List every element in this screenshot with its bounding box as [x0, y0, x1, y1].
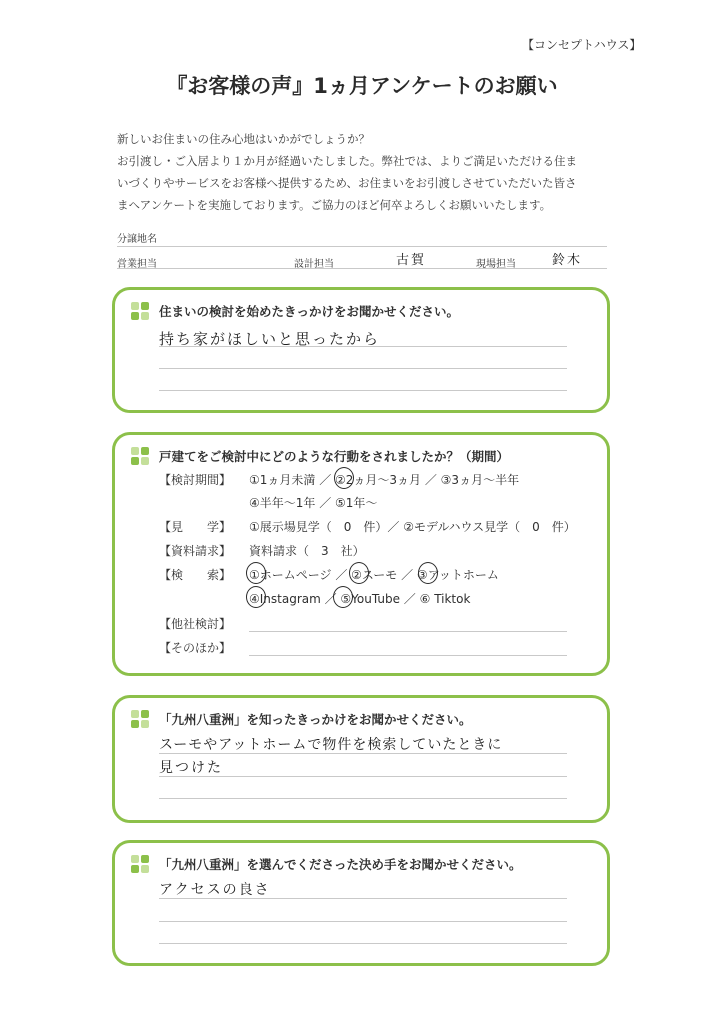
design-value[interactable]: 古賀: [396, 253, 427, 268]
question-3-answer-line-1[interactable]: スーモやアットホームで物件を検索していたときに: [159, 737, 503, 753]
intro-line-4: まへアンケートを実施しております。ご協力のほど何卒よろしくお願いいたします。: [117, 198, 552, 212]
question-card-2: [112, 432, 610, 676]
search-label: 【検 索】: [159, 568, 232, 582]
question-3-answer-line-2[interactable]: 見つけた: [159, 760, 223, 776]
design-label: 設計担当: [294, 259, 334, 270]
card-bullet-icon: [131, 447, 153, 469]
question-card-1: [112, 287, 610, 413]
subdivision-label: 分譲地名: [117, 234, 157, 245]
docs-label: 【資料請求】: [159, 544, 232, 558]
visit-label: 【見 学】: [159, 520, 232, 534]
selected-circle-search-5: [333, 586, 353, 608]
staff-underline: [117, 268, 607, 269]
intro-line-2: お引渡し・ご入居より１か月が経過いたしました。弊社では、よりご満足いただける住ま: [117, 154, 577, 168]
question-3-title: 「九州八重洲」を知ったきっかけをお聞かせください。: [159, 712, 472, 727]
question-1-answer[interactable]: 持ち家がほしいと思ったから: [159, 330, 381, 348]
site-value[interactable]: 鈴木: [552, 253, 583, 268]
period-options-line-1[interactable]: ①1ヵ月未満 ／ ②2ヵ月〜3ヵ月 ／ ③3ヵ月〜半年: [249, 473, 520, 487]
question-4-title: 「九州八重洲」を選んでくださった決め手をお聞かせください。: [159, 857, 522, 872]
sales-label: 営業担当: [117, 259, 157, 270]
question-card-3: [112, 695, 610, 823]
intro-text: [117, 128, 577, 216]
misc-label: 【そのほか】: [159, 641, 232, 655]
question-card-4: [112, 840, 610, 966]
docs-options[interactable]: 資料請求（ 3 社）: [249, 544, 365, 558]
card-bullet-icon: [131, 302, 153, 324]
selected-circle-search-3: [418, 562, 438, 584]
selected-circle-period-2: [334, 467, 354, 489]
card-bullet-icon: [131, 710, 153, 732]
question-1-title: 住まいの検討を始めたきっかけをお聞かせください。: [159, 304, 460, 319]
intro-line-3: いづくりやサービスをお客様へ提供するため、お住まいをお引渡しさせていただいた皆さ: [117, 176, 577, 190]
question-4-answer[interactable]: アクセスの良さ: [159, 882, 271, 898]
visit-options[interactable]: ①展示場見学（ 0 件）／ ②モデルハウス見学（ 0 件）: [249, 520, 576, 534]
question-2-title: 戸建てをご検討中にどのような行動をされましたか？（期間）: [159, 449, 510, 464]
search-options-line-2[interactable]: ④Instagram ／ ⑤YouTube ／ ⑥ Tiktok: [249, 592, 471, 606]
period-label: 【検討期間】: [159, 473, 232, 487]
selected-circle-search-4: [246, 586, 266, 608]
other-companies-label: 【他社検討】: [159, 617, 232, 631]
intro-line-1: 新しいお住まいの住み心地はいかがでしょうか？: [117, 132, 370, 146]
selected-circle-search-2: [349, 562, 369, 584]
site-label: 現場担当: [476, 259, 516, 270]
page-title: 『お客様の声』1ヵ月アンケートのお願い: [166, 74, 558, 98]
subdivision-underline: [117, 246, 607, 247]
house-type-tag: 【コンセプトハウス】: [522, 38, 642, 52]
search-options-line-1[interactable]: ①ホームページ ／ ②スーモ ／ ③アットホーム: [249, 568, 499, 582]
period-options-line-2[interactable]: ④半年〜1年 ／ ⑤1年〜: [249, 496, 378, 510]
card-bullet-icon: [131, 855, 153, 877]
selected-circle-search-1: [246, 562, 266, 584]
